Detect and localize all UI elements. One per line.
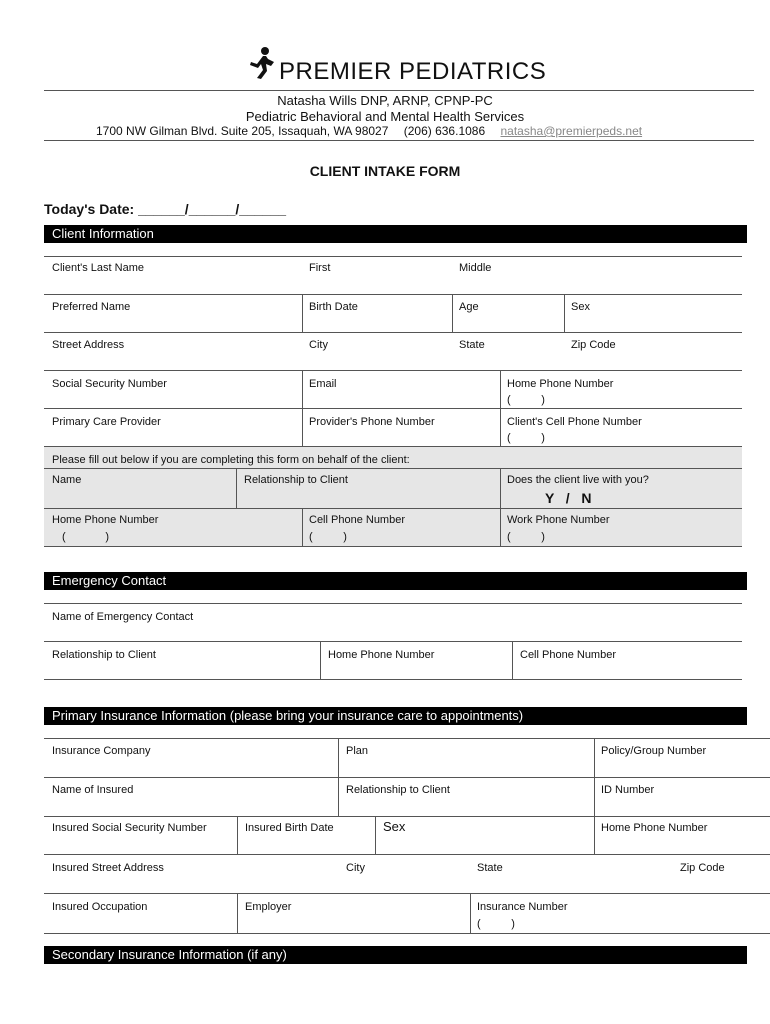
divider: [44, 468, 742, 469]
client-middle-name-label[interactable]: Middle: [459, 262, 492, 274]
sex-label[interactable]: Sex: [571, 301, 590, 313]
pcp-label[interactable]: Primary Care Provider: [52, 416, 161, 428]
insurance-company-label[interactable]: Insurance Company: [52, 745, 151, 757]
street-address-label[interactable]: Street Address: [52, 339, 125, 351]
divider: [470, 893, 471, 933]
divider: [44, 294, 742, 295]
divider: [452, 294, 453, 332]
emergency-name-label[interactable]: Name of Emergency Contact: [52, 611, 194, 623]
cell-phone-label[interactable]: Client's Cell Phone Number: [507, 416, 642, 428]
policy-group-label[interactable]: Policy/Group Number: [601, 745, 707, 757]
guardian-relationship-label[interactable]: Relationship to Client: [244, 474, 348, 486]
insured-occupation-label[interactable]: Insured Occupation: [52, 901, 148, 913]
email-label[interactable]: Email: [309, 378, 337, 390]
secondary-insurance-header: Secondary Insurance Information (if any): [44, 946, 747, 964]
home-phone-area[interactable]: ( ): [507, 394, 545, 406]
zip-code-label[interactable]: Zip Code: [571, 339, 616, 351]
services-line: Pediatric Behavioral and Mental Health Services: [245, 109, 525, 124]
address-line: [96, 124, 642, 138]
emergency-contact-header: Emergency Contact: [44, 572, 747, 590]
client-info-header: Client Information: [44, 225, 747, 243]
emergency-relationship-label[interactable]: Relationship to Client: [52, 649, 156, 661]
client-last-name-label[interactable]: Client's Last Name: [52, 262, 144, 274]
address-text: 1700 NW Gilman Blvd. Suite 205, Issaquah, WA 98027: [96, 124, 389, 138]
running-child-icon: [247, 46, 277, 80]
city-label[interactable]: City: [309, 339, 328, 351]
guardian-cell-phone-label[interactable]: Cell Phone Number: [309, 514, 405, 526]
divider: [44, 816, 770, 817]
primary-insurance-header: Primary Insurance Information (please bring your insurance care to appointments): [44, 707, 747, 725]
guardian-home-phone-area[interactable]: ( ): [62, 531, 110, 543]
emergency-cell-phone-label[interactable]: Cell Phone Number: [520, 649, 616, 661]
divider: [236, 468, 237, 508]
divider: [44, 679, 742, 680]
header-rule-bottom: [44, 140, 754, 141]
divider: [44, 332, 742, 333]
divider: [44, 408, 742, 409]
guardian-note: Please fill out below if you are completing this form on behalf of the client:: [52, 454, 410, 466]
insured-zip-label[interactable]: Zip Code: [680, 862, 725, 874]
state-label[interactable]: State: [459, 339, 485, 351]
insured-name-label[interactable]: Name of Insured: [52, 784, 134, 796]
client-first-name-label[interactable]: First: [309, 262, 331, 274]
insured-home-phone-label[interactable]: Home Phone Number: [601, 822, 708, 834]
divider: [44, 893, 770, 894]
divider: [44, 508, 742, 509]
insurance-number-label[interactable]: Insurance Number: [477, 901, 568, 913]
divider: [44, 256, 742, 257]
header-rule-top: [44, 90, 754, 91]
divider: [44, 603, 742, 604]
divider: [512, 641, 513, 679]
employer-label[interactable]: Employer: [245, 901, 292, 913]
lives-with-yes-no[interactable]: Y / N: [545, 490, 592, 506]
divider: [302, 508, 303, 546]
guardian-cell-phone-area[interactable]: ( ): [309, 531, 347, 543]
divider: [44, 641, 742, 642]
divider: [594, 738, 595, 854]
insured-ssn-label[interactable]: Insured Social Security Number: [52, 822, 207, 834]
insured-street-label[interactable]: Insured Street Address: [52, 862, 164, 874]
provider-name: Natasha Wills DNP, ARNP, CPNP-PC: [277, 93, 493, 108]
insured-state-label[interactable]: State: [477, 862, 503, 874]
insurance-number-area[interactable]: ( ): [477, 918, 515, 930]
lives-with-label: Does the client live with you?: [507, 474, 649, 486]
insured-sex-label[interactable]: Sex: [383, 819, 406, 834]
guardian-name-label[interactable]: Name: [52, 474, 82, 486]
divider: [237, 816, 238, 854]
cell-phone-area[interactable]: ( ): [507, 432, 545, 444]
todays-date[interactable]: Today's Date: ______/______/______: [44, 201, 287, 217]
plan-label[interactable]: Plan: [346, 745, 369, 757]
logo: [247, 46, 547, 86]
insured-relationship-label[interactable]: Relationship to Client: [346, 784, 450, 796]
provider-phone-label[interactable]: Provider's Phone Number: [309, 416, 435, 428]
home-phone-label[interactable]: Home Phone Number: [507, 378, 614, 390]
guardian-work-phone-area[interactable]: ( ): [507, 531, 545, 543]
divider: [375, 816, 376, 854]
birth-date-label[interactable]: Birth Date: [309, 301, 358, 313]
preferred-name-label[interactable]: Preferred Name: [52, 301, 131, 313]
divider: [44, 738, 770, 739]
divider: [237, 893, 238, 933]
divider: [44, 446, 742, 447]
divider: [500, 468, 501, 546]
divider: [564, 294, 565, 332]
guardian-work-phone-label[interactable]: Work Phone Number: [507, 514, 610, 526]
divider: [44, 854, 770, 855]
form-title: CLIENT INTAKE FORM: [309, 163, 461, 179]
id-number-label[interactable]: ID Number: [601, 784, 655, 796]
guardian-home-phone-label[interactable]: Home Phone Number: [52, 514, 159, 526]
logo-text: PREMIER PEDIATRICS: [279, 58, 547, 85]
phone-text: (206) 636.1086: [403, 124, 486, 138]
divider: [44, 777, 770, 778]
divider: [302, 294, 303, 332]
divider: [320, 641, 321, 679]
divider: [44, 370, 742, 371]
ssn-label[interactable]: Social Security Number: [52, 378, 167, 390]
insured-birth-date-label[interactable]: Insured Birth Date: [245, 822, 334, 834]
emergency-home-phone-label[interactable]: Home Phone Number: [328, 649, 435, 661]
age-label[interactable]: Age: [459, 301, 479, 313]
email-link[interactable]: natasha@premierpeds.net: [500, 124, 643, 138]
divider: [44, 546, 742, 547]
insured-city-label[interactable]: City: [346, 862, 365, 874]
divider: [44, 933, 770, 934]
